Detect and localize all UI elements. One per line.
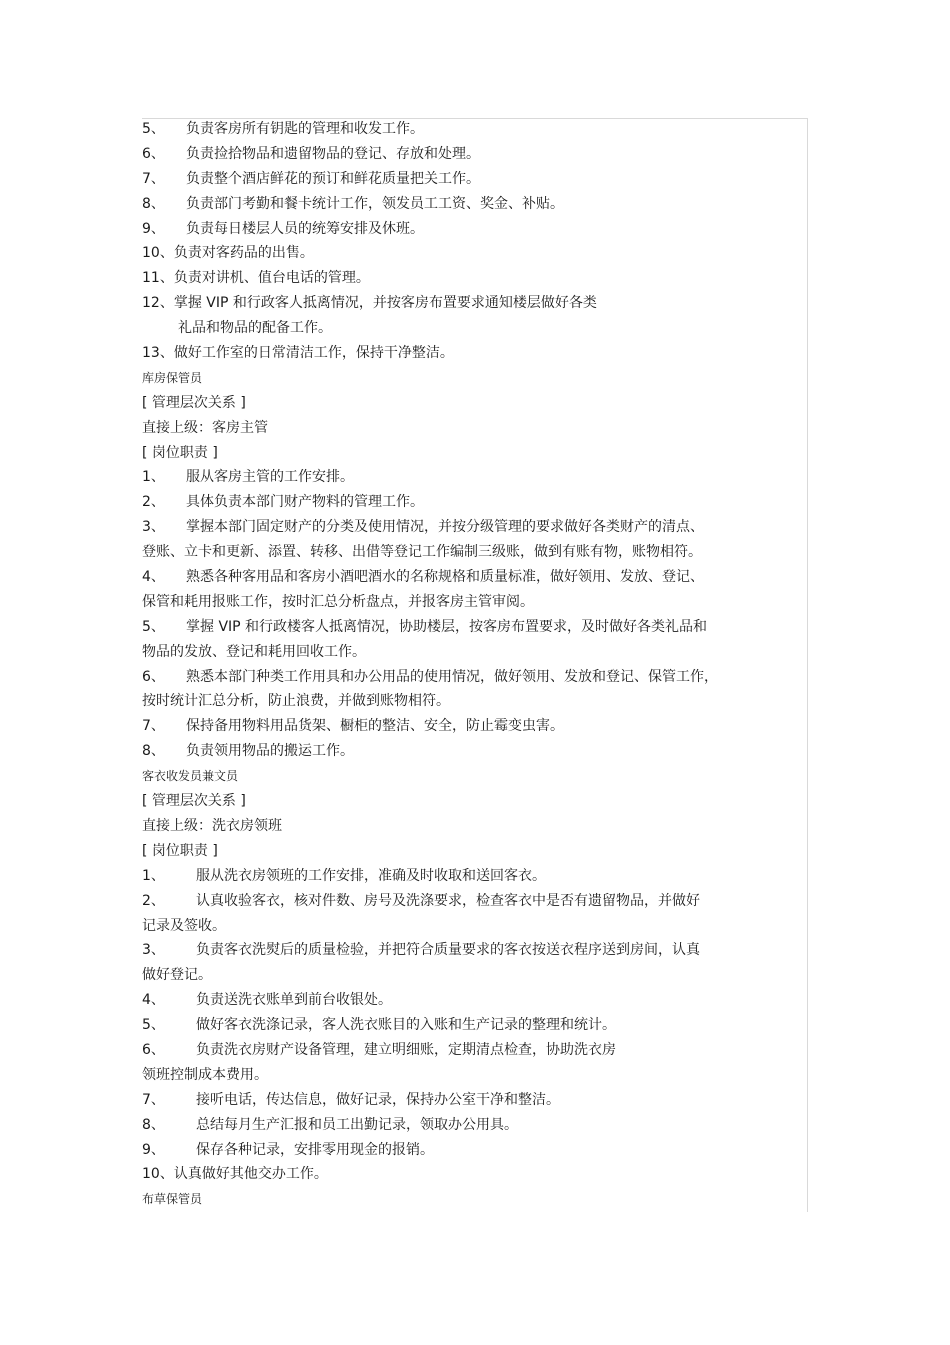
list-item: 4、 熟悉各种客用品和客房小酒吧酒水的名称规格和质量标准，做好领用、发放、登记、 — [142, 569, 704, 586]
hierarchy-heading: [ 管理层次关系 ] — [142, 793, 246, 810]
list-item: 6、 负责洗衣房财产设备管理，建立明细账，定期清点检查，协助洗衣房 — [142, 1041, 616, 1058]
list-item-continuation: 登账、立卡和更新、添置、转移、出借等登记工作编制三级账，做到有账有物，账物相符。 — [142, 544, 702, 561]
list-item: 9、 负责每日楼层人员的统筹安排及休班。 — [142, 220, 424, 237]
list-item: 4、 负责送洗衣账单到前台收银处。 — [142, 992, 392, 1009]
list-item: 8、 总结每月生产汇报和员工出勤记录，领取办公用具。 — [142, 1116, 518, 1133]
list-item: 2、 认真收验客衣，核对件数、房号及洗涤要求，检查客衣中是否有遗留物品，并做好 — [142, 892, 700, 909]
hierarchy-heading: [ 管理层次关系 ] — [142, 394, 246, 411]
section-title: 库房保管员 — [142, 370, 203, 385]
list-item: 7、 保持备用物料用品货架、橱柜的整洁、安全，防止霉变虫害。 — [142, 718, 564, 735]
list-item: 5、 做好客衣洗涤记录，客人洗衣账目的入账和生产记录的整理和统计。 — [142, 1017, 616, 1034]
list-item: 3、 掌握本部门固定财产的分类及使用情况，并按分级管理的要求做好各类财产的清点、 — [142, 519, 704, 536]
list-item-continuation: 保管和耗用报账工作，按时汇总分析盘点，并报客房主管审阅。 — [142, 593, 534, 610]
section-title: 布草保管员 — [142, 1192, 203, 1207]
list-item-continuation: 礼品和物品的配备工作。 — [178, 320, 332, 337]
list-item: 10、负责对客药品的出售。 — [142, 245, 314, 262]
list-item: 5、 掌握 VIP 和行政楼客人抵离情况，协助楼层，按客房布置要求，及时做好各类礼品和 — [142, 618, 708, 635]
list-item: 12、掌握 VIP 和行政客人抵离情况，并按客房布置要求通知楼层做好各类 — [142, 295, 597, 312]
list-item: 5、 负责客房所有钥匙的管理和收发工作。 — [142, 121, 424, 137]
list-item: 2、 具体负责本部门财产物料的管理工作。 — [142, 494, 424, 511]
direct-superior: 直接上级：客房主管 — [142, 419, 268, 436]
document-body — [142, 117, 782, 1212]
direct-superior: 直接上级：洗衣房领班 — [142, 817, 282, 834]
list-item: 9、 保存各种记录，安排零用现金的报销。 — [142, 1141, 434, 1158]
list-item: 10、认真做好其他交办工作。 — [142, 1166, 328, 1183]
list-item: 7、 负责整个酒店鲜花的预订和鲜花质量把关工作。 — [142, 170, 480, 187]
list-item: 7、 接听电话，传达信息，做好记录，保持办公室干净和整洁。 — [142, 1091, 560, 1108]
list-item: 6、 熟悉本部门种类工作用具和办公用品的使用情况，做好领用、发放和登记、保管工作， — [142, 668, 718, 685]
list-item-continuation: 做好登记。 — [142, 967, 212, 984]
list-item-continuation: 记录及签收。 — [142, 917, 226, 934]
list-item: 3、 负责客衣洗熨后的质量检验，并把符合质量要求的客衣按送衣程序送到房间，认真 — [142, 942, 700, 959]
list-item: 8、 负责部门考勤和餐卡统计工作，领发员工工资、奖金、补贴。 — [142, 195, 564, 212]
duties-heading: [ 岗位职责 ] — [142, 444, 218, 461]
list-item: 6、 负责捡拾物品和遗留物品的登记、存放和处理。 — [142, 145, 480, 162]
section-title: 客衣收发员兼文员 — [142, 769, 239, 784]
list-item: 1、 服从洗衣房领班的工作安排，准确及时收取和送回客衣。 — [142, 867, 546, 884]
list-item: 13、做好工作室的日常清洁工作，保持干净整洁。 — [142, 345, 454, 362]
list-item: 11、负责对讲机、值台电话的管理。 — [142, 270, 370, 287]
list-item: 8、 负责领用物品的搬运工作。 — [142, 743, 354, 760]
duties-heading: [ 岗位职责 ] — [142, 842, 218, 859]
list-item-continuation: 领班控制成本费用。 — [142, 1066, 268, 1083]
list-item-continuation: 按时统计汇总分析，防止浪费，并做到账物相符。 — [142, 693, 450, 710]
list-item-continuation: 物品的发放、登记和耗用回收工作。 — [142, 643, 366, 660]
list-item: 1、 服从客房主管的工作安排。 — [142, 469, 354, 486]
